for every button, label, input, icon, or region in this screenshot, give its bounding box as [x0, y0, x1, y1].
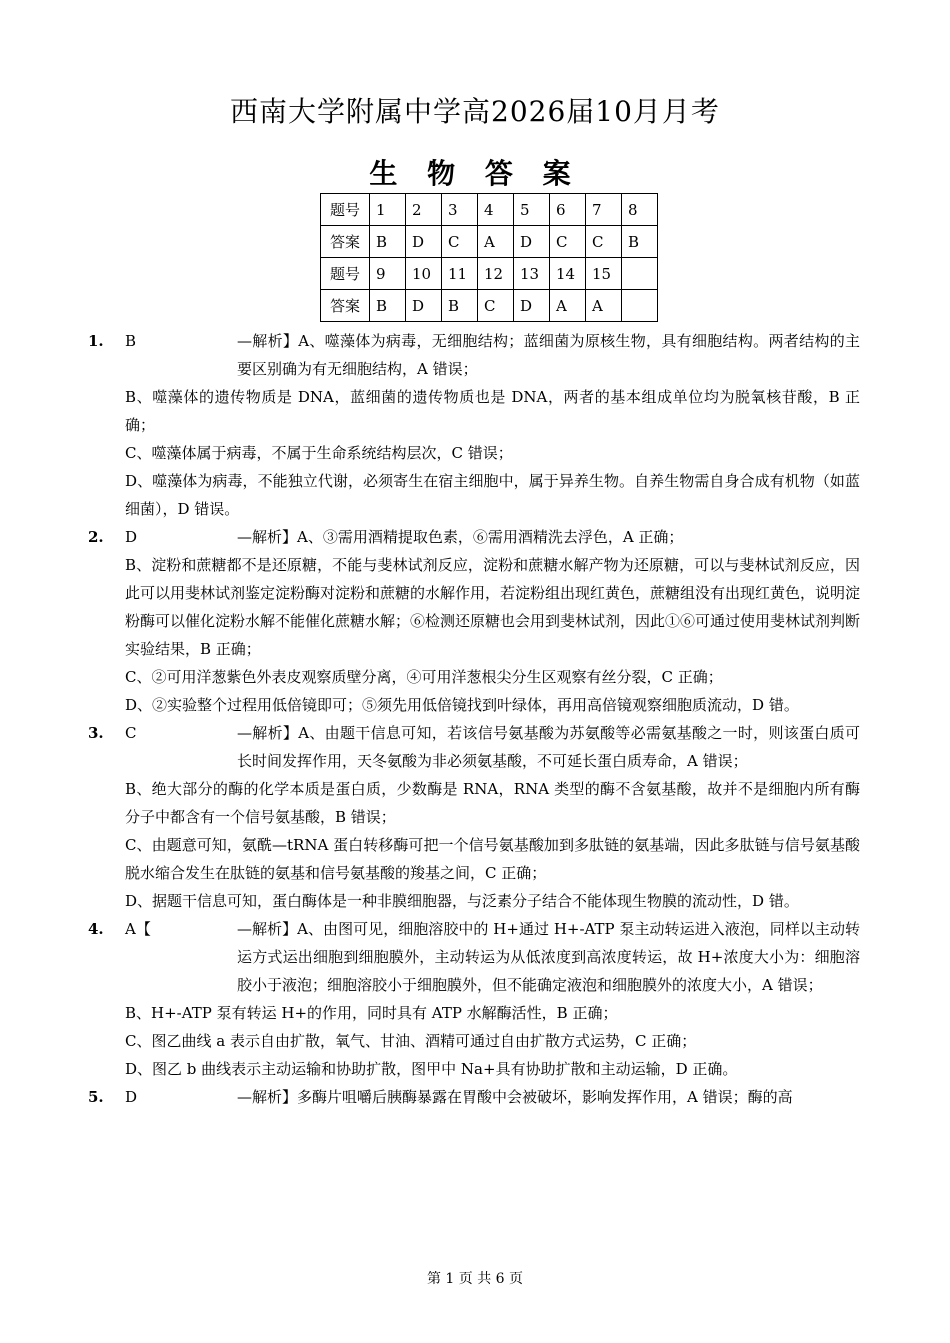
answer-table-cell: 4	[478, 194, 514, 226]
answer-table-cell: D	[514, 290, 550, 322]
answer-table-cell: C	[550, 226, 586, 258]
solution-item	[88, 327, 860, 523]
explanation-first-line: —解析】A、噬藻体为病毒，无细胞结构；蓝细菌为原核生物，具有细胞结构。两者结构的主要区别确为有无细胞结构，A 错误；	[237, 332, 860, 378]
answer-table-cell: 2	[406, 194, 442, 226]
page-title: 西南大学附属中学高2026届10月月考	[230, 95, 720, 128]
answer-letter: D	[125, 528, 138, 546]
answer-table-cell: B	[370, 290, 406, 322]
explanation-first-line: —解析】A、由题干信息可知，若该信号氨基酸为苏氨酸等必需氨基酸之一时，则该蛋白质可长时间发挥作用，天冬氨酸为非必须氨基酸，不可延长蛋白质寿命，A 错误；	[237, 724, 860, 770]
answer-table-row	[321, 194, 658, 226]
answer-table-cell: 3	[442, 194, 478, 226]
solution-item	[88, 719, 860, 915]
answer-table-cell	[622, 258, 658, 290]
question-number: 3.	[88, 724, 104, 742]
answer-table-cell: B	[442, 290, 478, 322]
solution-item	[88, 915, 860, 1083]
explanation-paragraph: D、据题干信息可知，蛋白酶体是一种非膜细胞器，与泛素分子结合不能体现生物膜的流动性，D 错。	[125, 892, 799, 910]
explanation-paragraph: D、图乙 b 曲线表示主动运输和协助扩散，图甲中 Na+具有协助扩散和主动运输，D 正确。	[125, 1060, 738, 1078]
answer-table-cell: 5	[514, 194, 550, 226]
explanation-paragraph: B、淀粉和蔗糖都不是还原糖，不能与斐林试剂反应，淀粉和蔗糖水解产物为还原糖，可以与斐林试剂反应，因此可以用斐林试剂鉴定淀粉酶对淀粉和蔗糖的水解作用，若淀粉组出现红黄色，蔗糖组没有出现红黄色，说明淀粉酶可以催化淀粉水解不能催化蔗糖水解；⑥检测还原糖也会用到斐林试剂，因此①⑥可通过使用斐林试剂判断实验结果，B 正确；	[125, 556, 861, 658]
page-footer: 第 1 页 共 6 页	[426, 1271, 524, 1287]
solutions-section	[88, 327, 860, 1111]
answer-table-cell: 7	[586, 194, 622, 226]
answer-table-header-cell: 答案	[321, 290, 370, 322]
answer-letter: B	[125, 332, 137, 350]
solution-item	[88, 523, 860, 719]
answer-table-cell: A	[586, 290, 622, 322]
explanation-paragraph: C、噬藻体属于病毒，不属于生命系统结构层次，C 错误；	[125, 444, 513, 462]
explanation-paragraph: D、②实验整个过程用低倍镜即可；⑤须先用低倍镜找到叶绿体，再用高倍镜观察细胞质流动，D 错。	[125, 696, 799, 714]
answer-table-cell: 11	[442, 258, 478, 290]
answer-table-cell: 12	[478, 258, 514, 290]
answer-table-cell: A	[478, 226, 514, 258]
explanation-paragraph: C、由题意可知，氨酰—tRNA 蛋白转移酶可把一个信号氨基酸加到多肽链的氨基端，因此多肽链与信号氨基酸脱水缩合发生在肽链的氨基和信号氨基酸的羧基之间，C 正确；	[125, 836, 860, 882]
answer-letter: C	[125, 724, 137, 742]
answer-table-cell: 10	[406, 258, 442, 290]
solution-item	[88, 1083, 860, 1111]
answer-table-header-cell: 题号	[321, 258, 370, 290]
answer-table-cell: 9	[370, 258, 406, 290]
question-number: 2.	[88, 528, 104, 546]
answer-table-cell: 6	[550, 194, 586, 226]
explanation-paragraph: B、噬藻体的遗传物质是 DNA，蓝细菌的遗传物质也是 DNA，两者的基本组成单位均为脱氧核苷酸，B 正确；	[125, 388, 860, 434]
explanation-first-line: —解析】A、由图可见，细胞溶胶中的 H+通过 H+-ATP 泵主动转运进入液泡，同样以主动转运方式运出细胞到细胞膜外，主动转运为从低浓度到高浓度转运，故 H+浓度大小为：细胞溶胶小于液泡；细胞溶胶小于细胞膜外，但不能确定液泡和细胞膜外的浓度大小，A 错误；	[237, 920, 860, 994]
answer-table-header-cell: 题号	[321, 194, 370, 226]
answer-table-cell: C	[586, 226, 622, 258]
answer-table-cell: C	[442, 226, 478, 258]
answer-table-row	[321, 226, 658, 258]
answer-letter: D	[125, 1088, 138, 1106]
answer-table-cell: 15	[586, 258, 622, 290]
answer-table-cell: 8	[622, 194, 658, 226]
answer-table-cell: D	[514, 226, 550, 258]
explanation-paragraph: B、绝大部分的酶的化学本质是蛋白质，少数酶是 RNA，RNA 类型的酶不含氨基酸，故并不是细胞内所有酶分子中都含有一个信号氨基酸，B 错误；	[125, 780, 860, 826]
answer-table-cell: B	[622, 226, 658, 258]
explanation-first-line: —解析】多酶片咀嚼后胰酶暴露在胃酸中会被破坏，影响发挥作用，A 错误；酶的高	[237, 1088, 793, 1106]
explanation-paragraph: D、噬藻体为病毒，不能独立代谢，必须寄生在宿主细胞中，属于异养生物。自养生物需自身合成有机物（如蓝细菌），D 错误。	[125, 472, 860, 518]
question-number: 5.	[88, 1088, 104, 1106]
answer-letter: A【	[125, 920, 151, 938]
answer-table	[320, 193, 658, 322]
explanation-paragraph: C、图乙曲线 a 表示自由扩散，氧气、甘油、酒精可通过自由扩散方式运势，C 正确；	[125, 1032, 697, 1050]
question-number: 1.	[88, 332, 104, 350]
answer-table-cell: 14	[550, 258, 586, 290]
explanation-paragraph: C、②可用洋葱紫色外表皮观察质壁分离，④可用洋葱根尖分生区观察有丝分裂，C 正确；	[125, 668, 723, 686]
answer-table-cell: 1	[370, 194, 406, 226]
explanation-first-line: —解析】A、③需用酒精提取色素，⑥需用酒精洗去浮色，A 正确；	[237, 528, 684, 546]
page-subtitle: 生 物 答 案	[369, 157, 581, 190]
answer-table-header-cell: 答案	[321, 226, 370, 258]
answer-table-cell	[622, 290, 658, 322]
answer-table-cell: B	[370, 226, 406, 258]
answer-table-cell: 13	[514, 258, 550, 290]
answer-table-row	[321, 258, 658, 290]
answer-table-row	[321, 290, 658, 322]
answer-table-cell: A	[550, 290, 586, 322]
question-number: 4.	[88, 920, 104, 938]
explanation-paragraph: B、H+-ATP 泵有转运 H+的作用，同时具有 ATP 水解酶活性，B 正确；	[125, 1004, 618, 1022]
answer-table-cell: D	[406, 226, 442, 258]
answer-table-cell: D	[406, 290, 442, 322]
answer-table-cell: C	[478, 290, 514, 322]
